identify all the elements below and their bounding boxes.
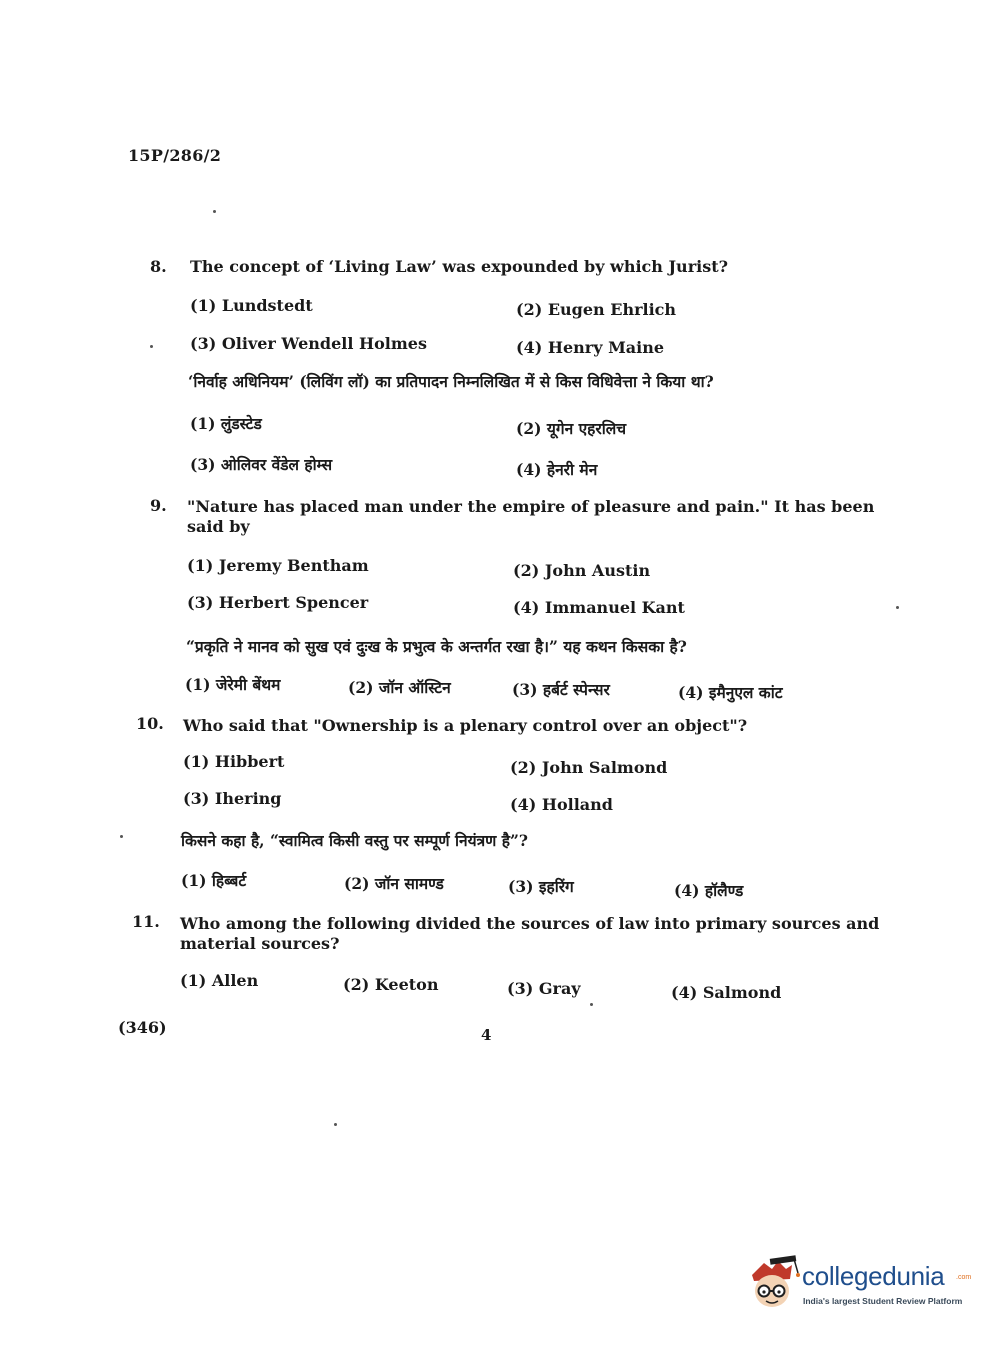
scan-speck <box>896 606 899 609</box>
hindi-option-1: (1) लुंडस्टेड <box>190 414 262 433</box>
question-text-line-2: said by <box>187 517 250 536</box>
hindi-option-2: (2) जॉन सामण्ड <box>344 874 444 893</box>
option-4: (4) Salmond <box>671 983 782 1002</box>
hindi-option-2: (2) यूगेन एहरलिच <box>516 419 627 438</box>
hindi-question-text: “प्रकृति ने मानव को सुख एवं दुःख के प्रभुत्व के अन्तर्गत रखा है।” यह कथन किसका है? <box>186 637 687 656</box>
hindi-option-4: (4) इमैनुएल कांट <box>678 683 783 702</box>
option-2: (2) John Salmond <box>510 758 668 777</box>
hindi-question-text: किसने कहा है, “स्वामित्व किसी वस्तु पर सम्पूर्ण नियंत्रण है”? <box>181 831 528 850</box>
footer-code: (346) <box>118 1018 167 1037</box>
hindi-option-3: (3) हर्बर्ट स्पेन्सर <box>512 680 610 699</box>
paper-code: 15P/286/2 <box>128 146 222 165</box>
hindi-option-1: (1) जेरेमी बेंथम <box>185 675 281 694</box>
hindi-option-3: (3) इहरिंग <box>508 877 574 896</box>
option-1: (1) Allen <box>180 971 259 990</box>
mascot-icon <box>742 1253 802 1313</box>
logo-tagline: India's largest Student Review Platform <box>803 1296 963 1306</box>
scan-speck <box>150 345 153 348</box>
question-number: 8. <box>150 257 167 276</box>
option-3: (3) Gray <box>507 979 581 998</box>
hindi-option-4: (4) हेनरी मेन <box>516 460 598 479</box>
question-number: 11. <box>132 912 160 931</box>
scan-speck <box>213 210 216 213</box>
hindi-option-2: (2) जॉन ऑस्टिन <box>348 678 451 697</box>
question-text-line-1: Who among the following divided the sources of law into primary sources and <box>180 914 880 933</box>
logo-brand-name: collegedunia <box>802 1261 945 1291</box>
hindi-option-3: (3) ओलिवर वेंडेल होम्स <box>190 455 333 474</box>
scan-speck <box>120 835 123 838</box>
question-number: 10. <box>136 714 164 733</box>
option-2: (2) Keeton <box>343 975 439 994</box>
question-text: Who said that "Ownership is a plenary control over an object"? <box>183 716 748 735</box>
option-3: (3) Oliver Wendell Holmes <box>190 334 427 353</box>
option-2: (2) Eugen Ehrlich <box>516 300 677 319</box>
hindi-question-text: ‘निर्वाह अधिनियम’ (लिविंग लॉ) का प्रतिपादन निम्नलिखित में से किस विधिवेत्ता ने किया था? <box>188 372 714 391</box>
hindi-option-4: (4) हॉलैण्ड <box>674 881 744 900</box>
question-number: 9. <box>150 496 167 515</box>
option-3: (3) Herbert Spencer <box>187 593 369 612</box>
option-4: (4) Holland <box>510 795 613 814</box>
collegedunia-logo[interactable] <box>742 1253 972 1315</box>
question-text-line-2: material sources? <box>180 934 340 953</box>
scan-speck <box>334 1123 337 1126</box>
page-number: 4 <box>481 1026 492 1044</box>
option-1: (1) Hibbert <box>183 752 285 771</box>
option-4: (4) Henry Maine <box>516 338 665 357</box>
hindi-option-1: (1) हिब्बर्ट <box>181 871 247 890</box>
question-text-line-1: "Nature has placed man under the empire of pleasure and pain." It has been <box>187 497 875 516</box>
option-3: (3) Ihering <box>183 789 282 808</box>
option-1: (1) Jeremy Bentham <box>187 556 369 575</box>
logo-domain-suffix: .com <box>956 1274 972 1281</box>
question-text: The concept of ‘Living Law’ was expounded by which Jurist? <box>190 257 728 276</box>
scan-speck <box>590 1003 593 1006</box>
option-4: (4) Immanuel Kant <box>513 598 685 617</box>
option-2: (2) John Austin <box>513 561 651 580</box>
option-1: (1) Lundstedt <box>190 296 313 315</box>
